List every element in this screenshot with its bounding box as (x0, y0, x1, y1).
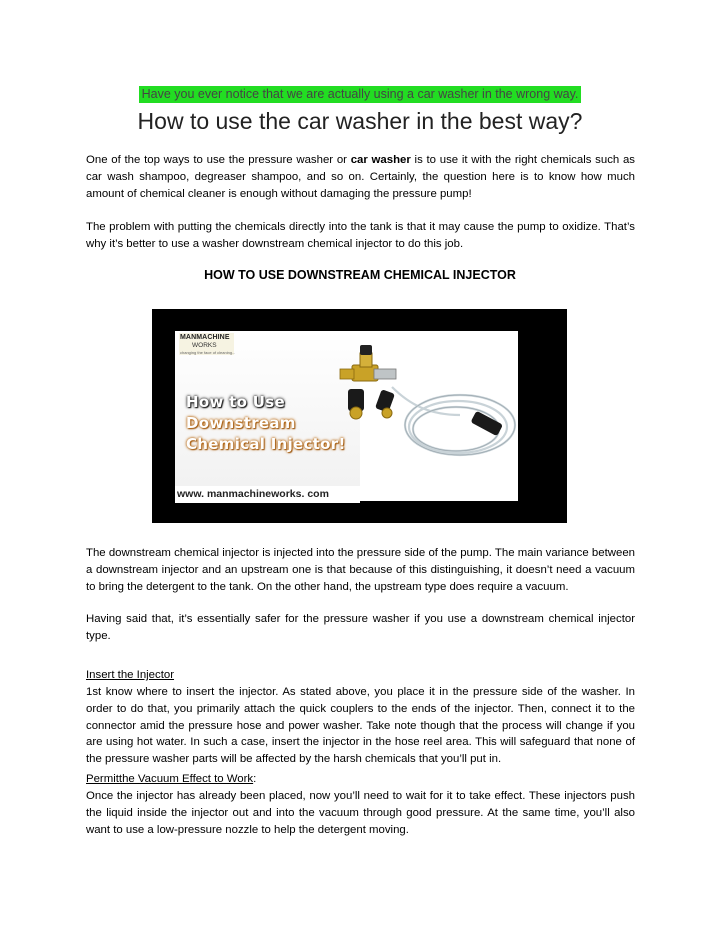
insert-paragraph: 1st know where to insert the injector. As stated above, you place it in the pressure side of the washer. In order to do that, you primarily attach the quick couplers to the ends of the injector. Then, connect it to the connector amid the pressure hose and power washer. Take note though that the process will change if you are using hot water. In such a case, insert the injector in the hose reel area. This will safeguard that none of the pressure washer parts will be affected by the harsh chemicals that you’ll put in. (86, 686, 635, 766)
safety-paragraph: Having said that, it’s essentially safer for the pressure washer if you use a downstream chemical injector type. (86, 613, 635, 642)
hero-url: www. manmachineworks. com (177, 488, 329, 500)
section-heading: HOW TO USE DOWNSTREAM CHEMICAL INJECTOR (204, 268, 516, 282)
hero-text-line3: Chemical Injector! (186, 435, 346, 453)
logo-text-line1: MANMACHINE (180, 334, 230, 341)
car-washer-bold: car washer (350, 154, 411, 166)
intro-highlight: Have you ever notice that we are actually using a car washer in the wrong way. (139, 86, 582, 103)
hero-text-line2: Downstream (186, 414, 296, 432)
vacuum-heading-text: Permitthe Vacuum Effect to Work (86, 773, 254, 785)
logo-text-line2: WORKS (192, 342, 217, 349)
vacuum-heading (86, 771, 635, 788)
intro-text-end: is to use it with the right chemicals such as car wash shampoo, degreaser shampoo, and so on. Certainly, the question here is to know how much amount of chemical cleaner is enough without damaging the pressure pump! (86, 154, 635, 200)
hero-text-line1: How to Use (186, 393, 285, 411)
intro-highlight-wrap (0, 85, 720, 103)
chemical-injector-image (330, 345, 520, 470)
downstream-paragraph: The downstream chemical injector is injected into the pressure side of the pump. The main variance between a downstream injector and an upstream one is that because of this distinguishing, it doesn’t need a vacuum to bring the detergent to the tank. On the other hand, the upstream type does require a vacuum. (86, 547, 635, 593)
insert-heading (86, 667, 635, 684)
intro-paragraph (86, 152, 635, 202)
logo-tagline: changing the face of cleaning... (180, 350, 236, 355)
tank-paragraph: The problem with putting the chemicals directly into the tank is that it may cause the pump to oxidize. That’s why it’s better to use a washer downstream chemical injector to do this job. (86, 221, 635, 250)
vacuum-heading-colon: : (253, 773, 257, 785)
page-title: How to use the car washer in the best way? (137, 108, 583, 134)
intro-text-start: One of the top ways to use the pressure washer or (86, 154, 351, 166)
insert-heading-text: Insert the Injector (86, 669, 175, 681)
vacuum-paragraph: Once the injector has already been placed, now you’ll need to wait for it to take effect. These injectors push the liquid inside the injector out and into the vacuum through good pressure. At the same time, you’ll also want to use a low-pressure nozzle to help the detergent moving. (86, 790, 635, 836)
